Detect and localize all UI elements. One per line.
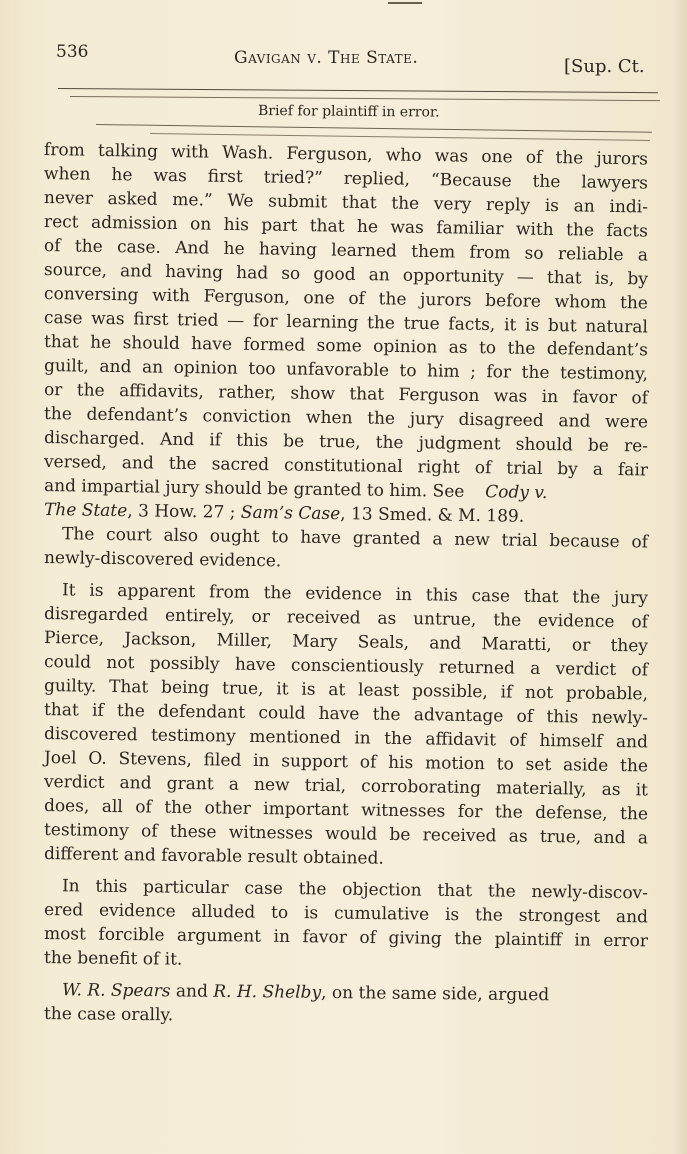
text-line: testimony of these witnesses would be received as true, and a <box>43 820 649 849</box>
text-line: Joel O. Stevens, filed in support of his motion to set aside the <box>43 748 649 777</box>
text-line: versed, and the sacred constitutional right of trial by a fair <box>43 452 649 481</box>
citation-sams-case: Sam’s Case <box>240 502 341 525</box>
text-line: The State, 3 How. 27 ; Sam’s Case, 13 Smed. & M. 189. <box>43 500 525 527</box>
section-subheading: Brief for plaintiff in error. <box>257 103 440 121</box>
text-line: rect admission on his part that he was familiar with the facts <box>43 212 649 242</box>
text-line: W. R. Spears and R. H. Shelby, on the same side, argued <box>61 980 550 1006</box>
text-line: verdict and grant a new trial, corroborating materially, as it <box>43 772 649 801</box>
text-line: does, all of the other important witnesses for the defense, the <box>43 796 649 825</box>
text-line: guilty. That being true, it is at least possible, if not probable, <box>43 676 649 705</box>
text-line: when he was first tried?” replied, “Because the lawyers <box>43 164 649 194</box>
header-rule-top <box>58 88 658 93</box>
court-reference: [Sup. Ct. <box>564 56 645 77</box>
text-line: could not possibly have conscientiously returned a verdict of <box>43 652 649 681</box>
text-line: newly-discovered evidence. <box>43 548 282 572</box>
text-line: In this particular case the objection that the newly-discov- <box>61 876 649 904</box>
text-line: that he should have formed some opinion as to the defendant’s <box>43 332 649 361</box>
text-line: source, and having had so good an opportunity — that is, by <box>43 260 649 290</box>
text-line: never asked me.” We submit that the very reply is an indi- <box>43 188 649 218</box>
text-line: from talking with Wash. Ferguson, who was one of the jurors <box>43 140 649 170</box>
text-line: that if the defendant could have the advantage of this newly- <box>43 700 649 729</box>
subheading-rule-bottom <box>150 133 650 141</box>
text-line: the defendant’s conviction when the jury disagreed and were <box>43 404 649 433</box>
text-line: guilt, and an opinion too unfavorable to him ; for the testimony, <box>43 356 649 385</box>
citation-the-state: The State <box>43 500 128 522</box>
text-line: the benefit of it. <box>43 948 183 970</box>
running-head <box>56 38 666 78</box>
case-title: Gavigan v. The State. <box>234 48 419 68</box>
text-line: It is apparent from the evidence in this case that the jury <box>61 580 649 609</box>
text-line: most forcible argument in favor of giving the plaintiff in error <box>43 924 649 952</box>
text-line: of the case. And he having learned them from so reliable a <box>43 236 649 266</box>
header-rule-second <box>70 96 660 101</box>
citation-cody: Cody v. <box>485 482 548 504</box>
text-line: ered evidence alluded to is cumulative is the strongest and <box>43 900 649 928</box>
text-line: case was first tried — for learning the true facts, it is but natural <box>43 308 649 338</box>
text-line: and impartial jury should be granted to him. See Cody v. <box>43 476 548 504</box>
counsel-name-shelby: R. H. Shelby <box>213 981 322 1003</box>
text-line: Pierce, Jackson, Miller, Mary Seals, and Maratti, or they <box>43 628 649 657</box>
text-line: discovered testimony mentioned in the affidavit of himself and <box>43 724 649 753</box>
page-number: 536 <box>56 42 89 62</box>
text-line: conversing with Ferguson, one of the jurors before whom the <box>43 284 649 314</box>
text-line: different and favorable result obtained. <box>43 844 384 869</box>
page-edge-shadow <box>673 0 687 1154</box>
text-line: The court also ought to have granted a new trial because of <box>61 524 649 553</box>
counsel-name-spears: W. R. Spears <box>61 980 171 1002</box>
text-line: the case orally. <box>43 1004 174 1026</box>
text-line: disregarded entirely, or received as untrue, the evidence of <box>43 604 649 633</box>
text-line: or the affidavits, rather, show that Ferguson was in favor of <box>43 380 649 409</box>
subheading-rule-top <box>96 124 652 133</box>
text-line: discharged. And if this be true, the judgment should be re- <box>43 428 649 457</box>
top-edge-mark <box>388 2 422 4</box>
